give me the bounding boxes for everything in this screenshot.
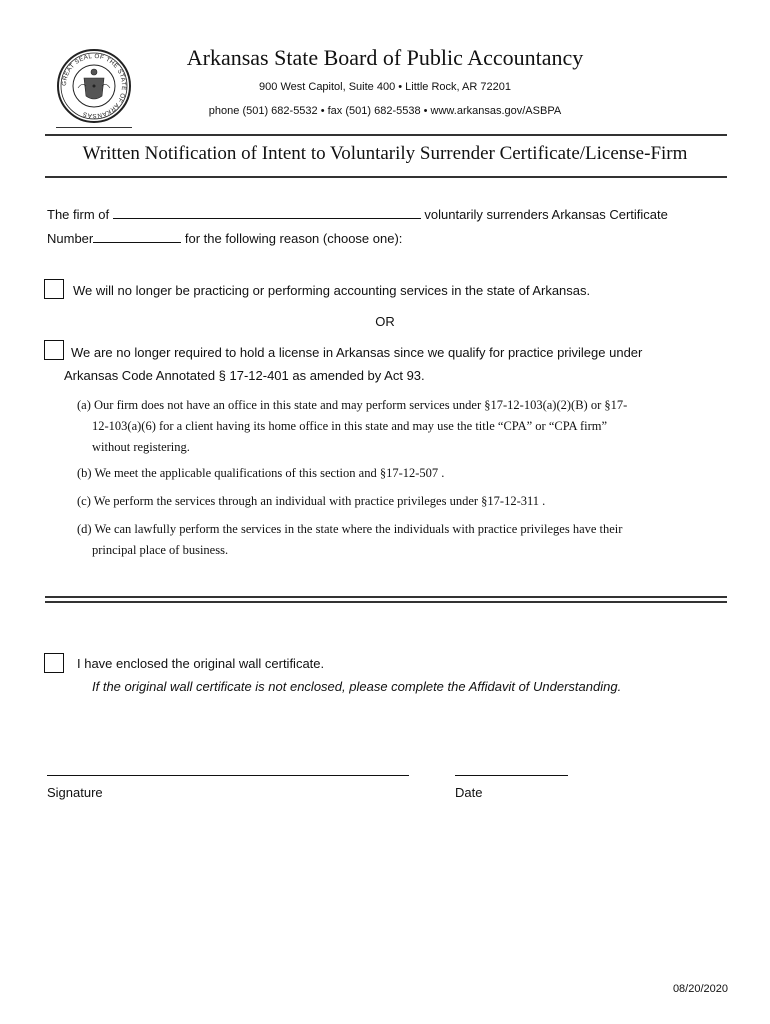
section-divider-top [45, 596, 727, 598]
option2-text-line2: Arkansas Code Annotated § 17-12-401 as amended by Act 93. [64, 368, 425, 383]
org-address: 900 West Capitol, Suite 400 • Little Rock, AR 72201 [259, 81, 511, 93]
signature-field[interactable] [47, 775, 409, 776]
firm-suffix: voluntarily surrenders Arkansas Certificate [424, 207, 668, 222]
firm-name-field[interactable] [113, 206, 421, 219]
sub-item-d [77, 519, 622, 561]
form-revision-date: 08/20/2020 [672, 983, 728, 995]
sub-item-d-line1: (d) We can lawfully perform the services in the state where the individuals with practice privileges have their [77, 522, 623, 536]
section-divider-bottom [45, 601, 727, 603]
enclosed-note: If the original wall certificate is not enclosed, please complete the Affidavit of Understanding. [92, 679, 622, 694]
date-label: Date [455, 785, 483, 800]
enclosed-text: I have enclosed the original wall certificate. [77, 656, 325, 671]
sub-item-a-line2: 12-103(a)(6) for a client having its home office in this state and may use the title “CPA” or “CPA firm” [92, 419, 608, 433]
enclosed-checkbox[interactable] [44, 653, 64, 673]
option2-checkbox[interactable] [44, 340, 64, 360]
option1-text: We will no longer be practicing or performing accounting services in the state of Arkansas. [73, 283, 591, 298]
org-title: Arkansas State Board of Public Accountancy [186, 45, 584, 70]
sub-item-a-line1: (a) Our firm does not have an office in this state and may perform services under §17-12-103(a)(2)(B) or §17- [77, 398, 628, 412]
certificate-number-field[interactable] [93, 230, 181, 243]
or-separator: OR [375, 314, 395, 329]
sub-item-b: (b) We meet the applicable qualifications of this section and §17-12-507 . [77, 466, 445, 480]
option2-text-line1: We are no longer required to hold a license in Arkansas since we qualify for practice privilege under [71, 345, 643, 360]
org-contact: phone (501) 682-5532 • fax (501) 682-5538 • www.arkansas.gov/ASBPA [208, 105, 562, 117]
signature-label: Signature [47, 785, 103, 800]
header-divider [45, 134, 727, 136]
form-title: Written Notification of Intent to Voluntarily Surrender Certificate/License-Firm [82, 143, 688, 164]
firm-prefix: The firm of [47, 207, 110, 222]
date-field[interactable] [455, 775, 568, 776]
sub-item-a [77, 395, 627, 458]
number-prefix: Number [47, 231, 94, 246]
number-suffix: for the following reason (choose one): [184, 231, 403, 246]
number-line [47, 230, 402, 246]
sub-item-c: (c) We perform the services through an individual with practice privileges under §17-12-311 . [77, 494, 546, 508]
title-divider [45, 176, 727, 178]
sub-item-d-line2: principal place of business. [92, 543, 229, 557]
seal-underline [56, 127, 132, 128]
option1-checkbox[interactable] [44, 279, 64, 299]
firm-line [47, 206, 668, 222]
seal-lettering: GREAT SEAL OF THE STATE OF ARKANSAS [60, 52, 128, 120]
sub-item-a-line3: without registering. [92, 440, 190, 454]
